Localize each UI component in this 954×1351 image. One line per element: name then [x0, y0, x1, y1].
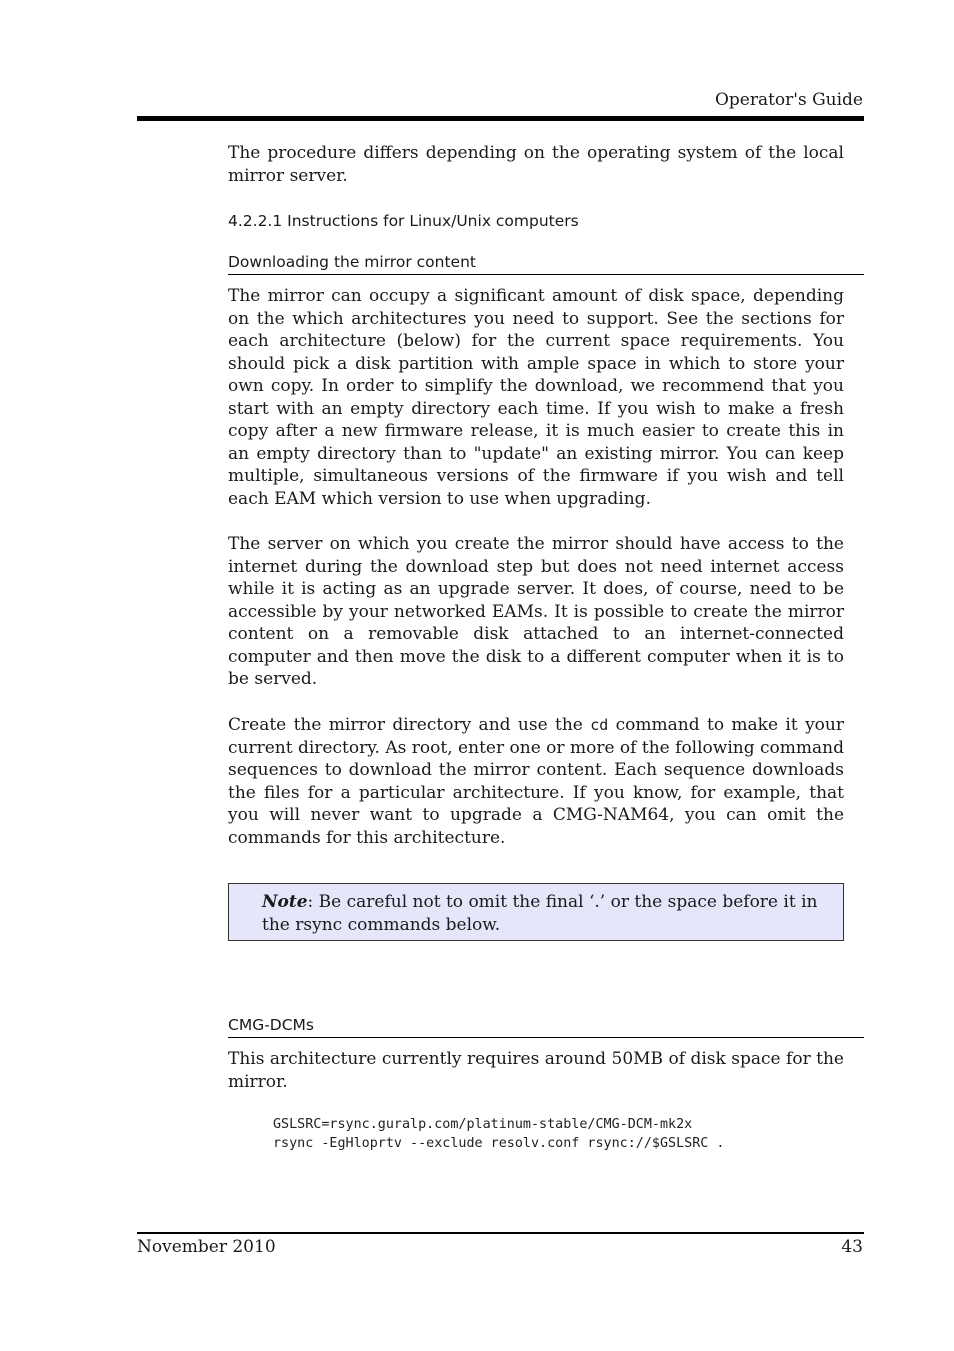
section-heading: 4.2.2.1 Instructions for Linux/Unix computers	[228, 212, 579, 230]
p3-text-after: command to make it your current directory. As root, enter one or more of the following command sequences to download the mirror content. Each sequence downloads the files for a particular architecture. If you know, for example, that you will never want to upgrade a CMG-NAM64, you can omit the commands for this architecture.	[228, 715, 844, 848]
cmg-dcms-heading: CMG-DCMs	[228, 1016, 864, 1038]
footer-rule	[137, 1232, 864, 1234]
code-block	[273, 1116, 724, 1153]
note-label: Note	[262, 892, 308, 912]
p3-text-before: Create the mirror directory and use the	[228, 715, 591, 735]
downloading-heading: Downloading the mirror content	[228, 253, 864, 275]
downloading-paragraph-2: The server on which you create the mirror should have access to the internet during the download step but does not need internet access while it is acting as an upgrade server. It does, of course, need to be accessible by your networked EAMs. It is possible to create the mirror content on a removable disk attached to an internet-connected computer and then move the disk to a different computer when it is to be served.	[228, 534, 844, 689]
note-text	[262, 891, 832, 936]
footer-date: November 2010	[137, 1237, 276, 1257]
note-body: : Be careful not to omit the final ‘.’ or the space before it in the rsync commands below.	[262, 892, 818, 935]
intro-paragraph: The procedure differs depending on the operating system of the local mirror server.	[228, 143, 844, 186]
cmg-dcms-paragraph: This architecture currently requires around 50MB of disk space for the mirror.	[228, 1049, 844, 1092]
code-line-1: GSLSRC=rsync.guralp.com/platinum-stable/CMG-DCM-mk2x	[273, 1117, 693, 1132]
page-number: 43	[841, 1237, 863, 1257]
header-rule	[137, 116, 864, 121]
downloading-paragraph-3	[228, 714, 844, 849]
running-header: Operator's Guide	[714, 90, 863, 110]
note-box	[228, 883, 844, 941]
code-line-2: rsync -EgHloprtv --exclude resolv.conf rsync://$GSLSRC .	[273, 1135, 725, 1151]
downloading-paragraph-1: The mirror can occupy a significant amount of disk space, depending on the which architectures you need to support. See the sections for each architecture (below) for the current space requirements. You should pick a disk partition with ample space in which to store your own copy. In order to simplify the download, we recommend that you start with an empty directory each time. If you wish to make a fresh copy after a new firmware release, it is much easier to create this in an empty directory than to "update" an existing mirror. You can keep multiple, simultaneous versions of the firmware if you wish and tell each EAM which version to use when upgrading.	[228, 286, 844, 509]
cd-command: cd	[590, 716, 609, 734]
